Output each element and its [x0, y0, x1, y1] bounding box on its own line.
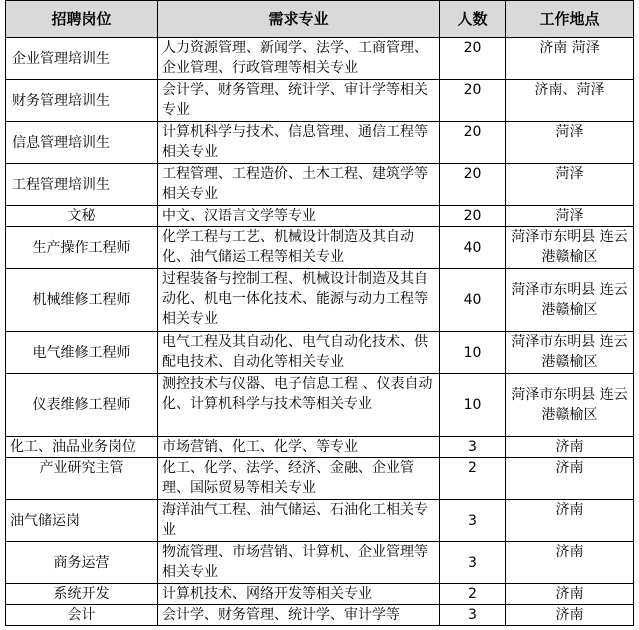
table-row — [6, 206, 634, 227]
major-cell: 过程装备与控制工程、机械设计制造及其自动化、机电一体化技术、能源与动力工程等相关专业 — [158, 269, 440, 332]
location-cell: 菏泽 — [506, 122, 634, 164]
major-cell: 化学工程与工艺、机械设计制造及其自动化、油气储运工程等相关专业 — [158, 227, 440, 269]
table-row — [6, 122, 634, 164]
major-cell: 计算机科学与技术、信息管理、通信工程等相关专业 — [158, 122, 440, 164]
major-cell: 中文、汉语言文学等专业 — [158, 206, 440, 227]
location-cell: 菏泽市东明县 连云港赣榆区 — [506, 332, 634, 374]
count-cell: 2 — [440, 458, 506, 500]
position-cell: 机械维修工程师 — [6, 269, 158, 332]
major-cell: 工程管理、工程造价、土木工程、建筑学等相关专业 — [158, 164, 440, 206]
major-cell: 会计学、财务管理、统计学、审计学等 — [158, 605, 440, 626]
table-row — [6, 605, 634, 626]
location-cell: 济南 — [506, 458, 634, 500]
major-cell: 物流管理、市场营销、计算机、企业管理等相关专业 — [158, 542, 440, 584]
position-cell: 商务运营 — [6, 542, 158, 584]
count-cell: 40 — [440, 227, 506, 269]
location-cell: 菏泽 — [506, 164, 634, 206]
count-cell: 3 — [440, 500, 506, 542]
count-cell: 3 — [440, 605, 506, 626]
position-cell: 信息管理培训生 — [6, 122, 158, 164]
count-cell: 20 — [440, 164, 506, 206]
location-cell: 济南 — [506, 584, 634, 605]
table-row — [6, 437, 634, 458]
location-cell: 济南 — [506, 437, 634, 458]
major-cell: 计算机技术、网络开发等相关专业 — [158, 584, 440, 605]
location-cell: 济南 — [506, 542, 634, 584]
table-row — [6, 38, 634, 80]
major-cell: 人力资源管理、新闻学、法学、工商管理、企业管理、行政管理等相关专业 — [158, 38, 440, 80]
location-cell: 菏泽市东明县 连云港赣榆区 — [506, 227, 634, 269]
count-cell: 20 — [440, 38, 506, 80]
table-row — [6, 80, 634, 122]
position-cell: 财务管理培训生 — [6, 80, 158, 122]
count-cell: 2 — [440, 584, 506, 605]
recruitment-table — [5, 0, 634, 626]
position-cell: 化工、油品业务岗位 — [6, 437, 158, 458]
count-cell: 20 — [440, 206, 506, 227]
position-cell: 文秘 — [6, 206, 158, 227]
major-cell: 海洋油气工程、油气储运、石油化工相关专业 — [158, 500, 440, 542]
header-position: 招聘岗位 — [6, 1, 158, 38]
location-cell: 济南 菏泽 — [506, 38, 634, 80]
major-cell: 市场营销、化工、化学、等专业 — [158, 437, 440, 458]
table-row — [6, 227, 634, 269]
location-cell: 菏泽市东明县 连云港赣榆区 — [506, 269, 634, 332]
table-row — [6, 458, 634, 500]
major-cell: 会计学、财务管理、统计学、审计学等相关专业 — [158, 80, 440, 122]
position-cell: 会计 — [6, 605, 158, 626]
count-cell: 10 — [440, 374, 506, 437]
position-cell: 仪表维修工程师 — [6, 374, 158, 437]
location-cell: 济南 — [506, 500, 634, 542]
count-cell: 40 — [440, 269, 506, 332]
position-cell: 电气维修工程师 — [6, 332, 158, 374]
table-row — [6, 584, 634, 605]
table-header-row — [6, 1, 634, 38]
count-cell: 3 — [440, 437, 506, 458]
count-cell: 20 — [440, 122, 506, 164]
table-row — [6, 542, 634, 584]
table-row — [6, 332, 634, 374]
position-cell: 系统开发 — [6, 584, 158, 605]
location-cell: 菏泽市东明县 连云港赣榆区 — [506, 374, 634, 437]
location-cell: 济南、菏泽 — [506, 80, 634, 122]
location-cell: 济南 — [506, 605, 634, 626]
header-major: 需求专业 — [158, 1, 440, 38]
count-cell: 20 — [440, 80, 506, 122]
count-cell: 10 — [440, 332, 506, 374]
position-cell: 企业管理培训生 — [6, 38, 158, 80]
header-count: 人数 — [440, 1, 506, 38]
major-cell: 电气工程及其自动化、电气自动化技术、供配电技术、自动化等相关专业 — [158, 332, 440, 374]
position-cell: 生产操作工程师 — [6, 227, 158, 269]
major-cell: 测控技术与仪器、电子信息工程 、仪表自动化、计算机科学与技术等相关专业 — [158, 374, 440, 437]
table-row — [6, 269, 634, 332]
position-cell: 油气储运岗 — [6, 500, 158, 542]
position-cell: 产业研究主管 — [6, 458, 158, 500]
table-row — [6, 500, 634, 542]
table-row — [6, 164, 634, 206]
header-location: 工作地点 — [506, 1, 634, 38]
count-cell: 3 — [440, 542, 506, 584]
major-cell: 化工、化学、法学、经济、金融、企业管理、国际贸易等相关专业 — [158, 458, 440, 500]
table-row — [6, 374, 634, 437]
location-cell: 菏泽 — [506, 206, 634, 227]
position-cell: 工程管理培训生 — [6, 164, 158, 206]
